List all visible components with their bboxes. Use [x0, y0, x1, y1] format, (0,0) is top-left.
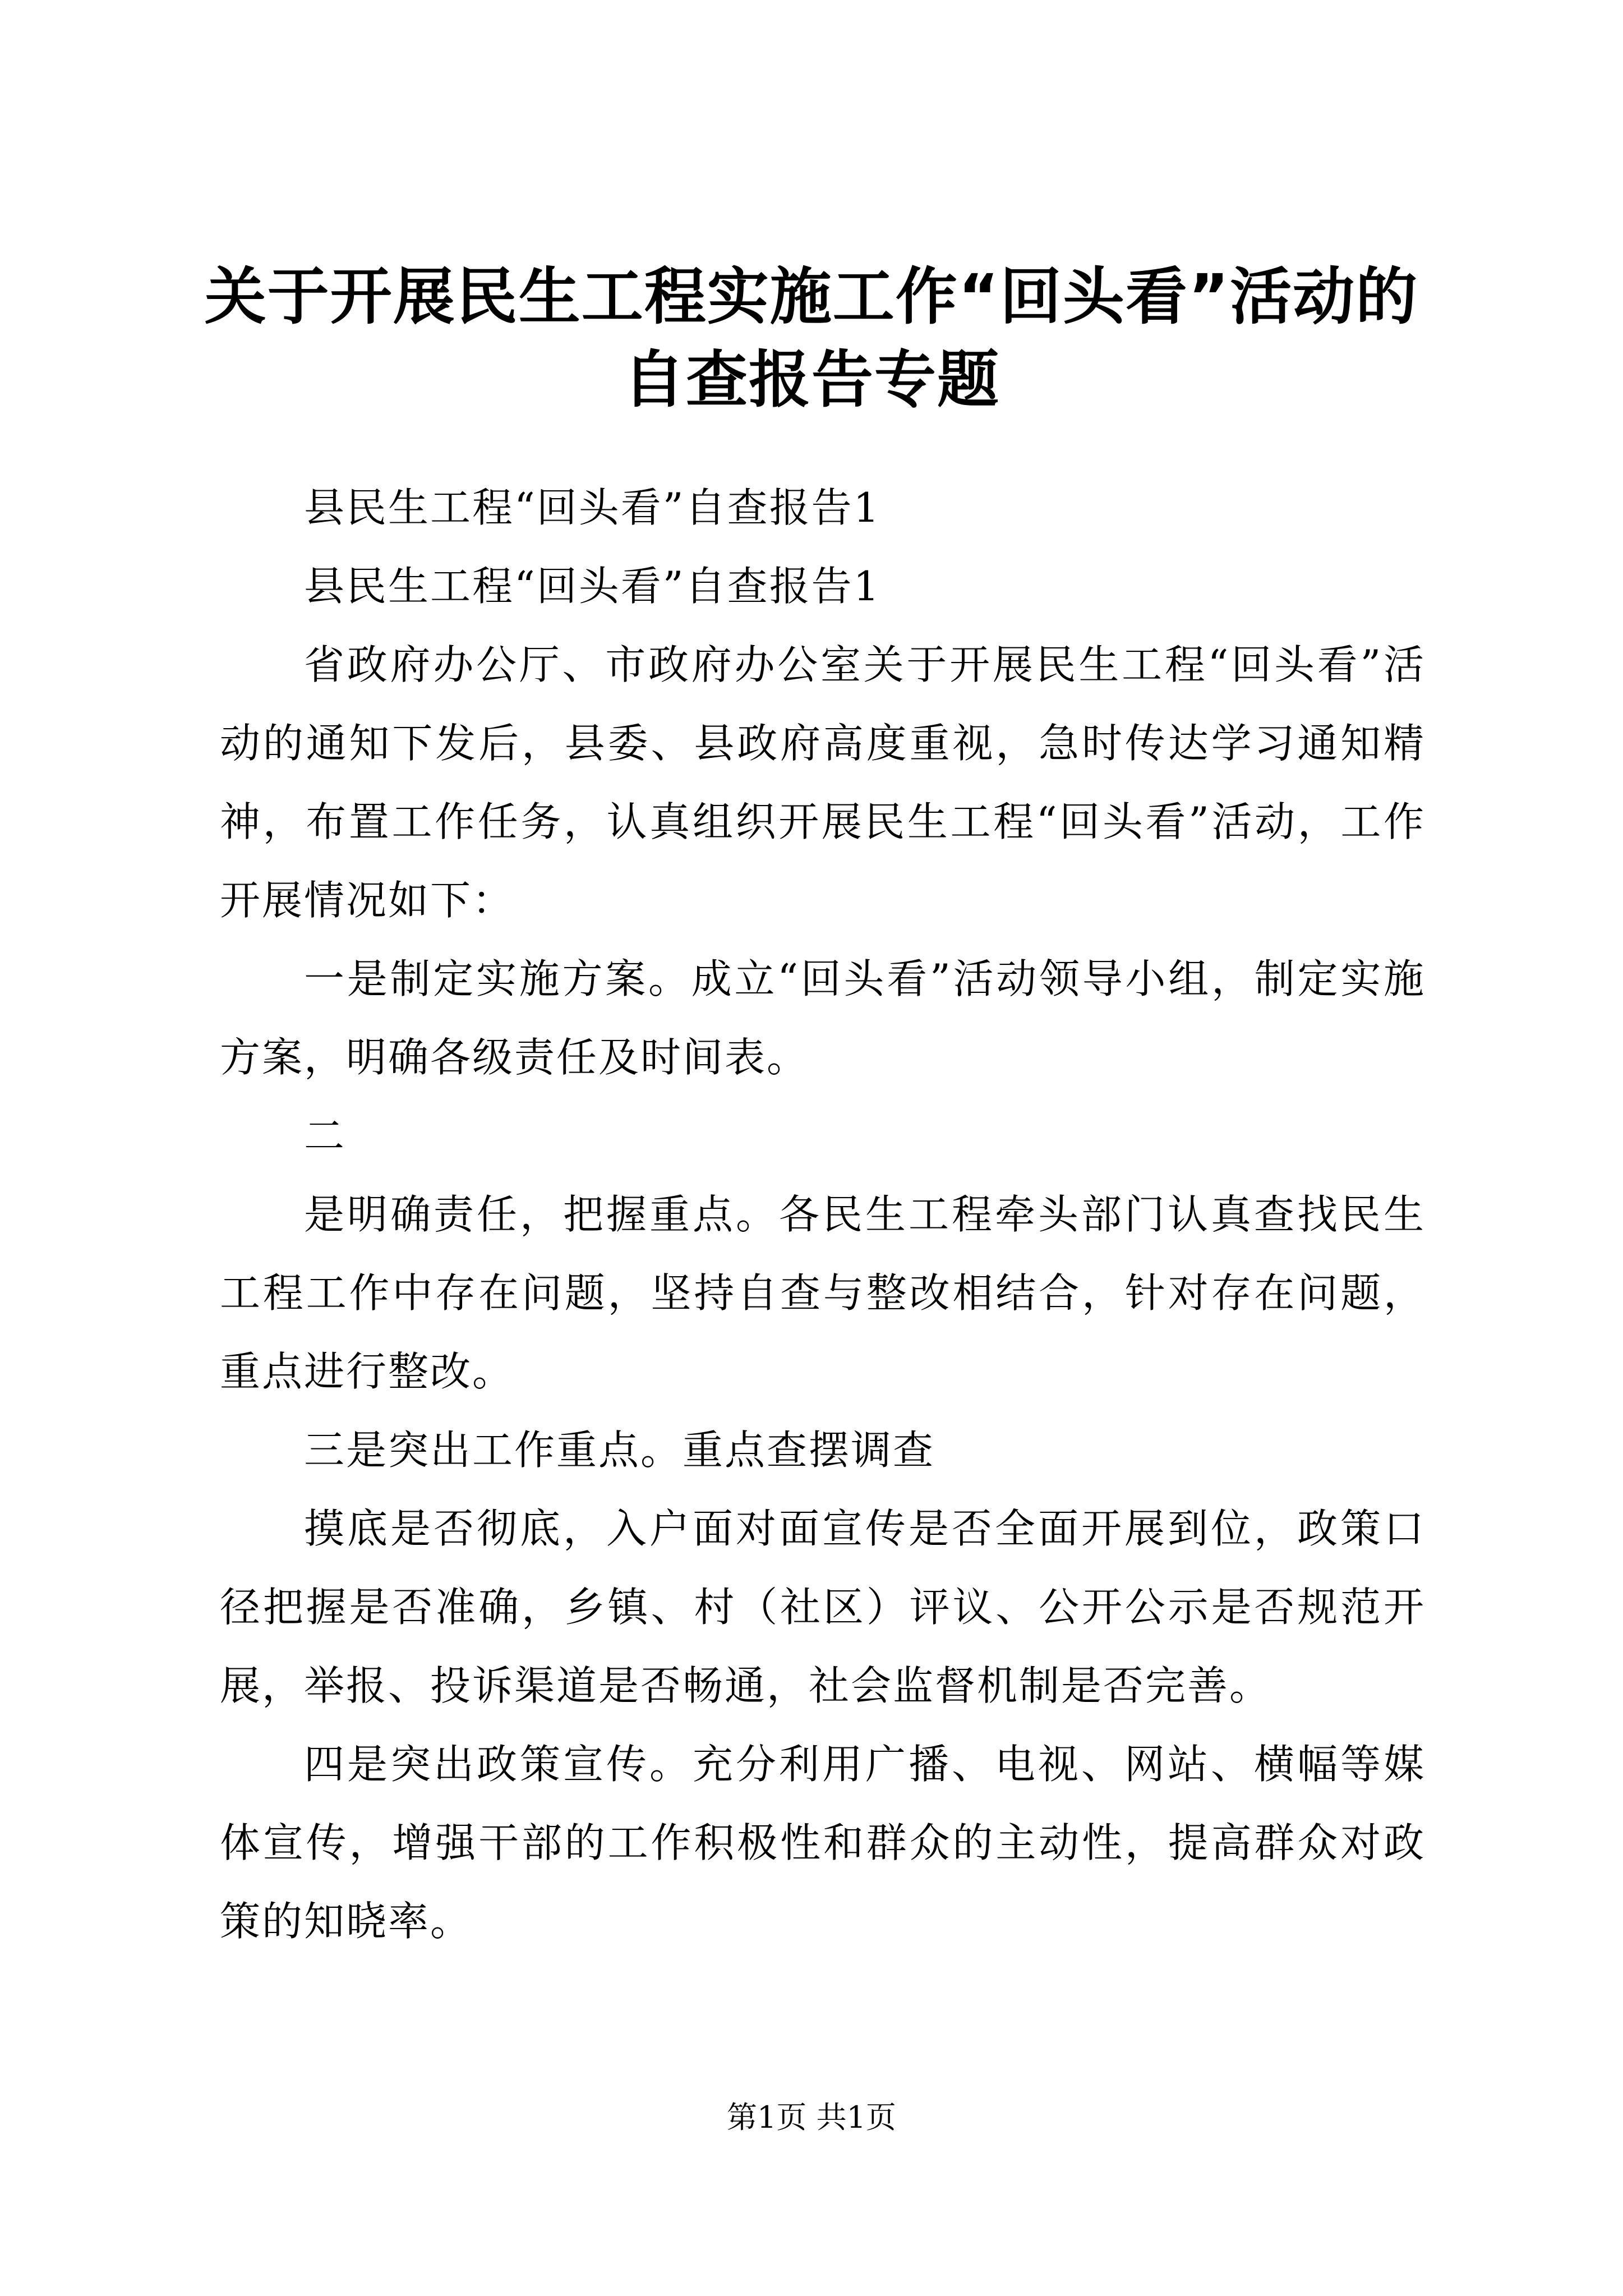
- paragraph: 县民生工程“回头看”自查报告1: [304, 563, 881, 610]
- document-title: [168, 255, 1455, 421]
- paragraph: 是明确责任，把握重点。各民生工程牵头部门认真查找民生工程工作中存在问题，坚持自查与整改相结合，针对存在问题，重点进行整改。: [220, 1191, 1426, 1395]
- paragraph: 一是制定实施方案。成立“回头看”活动领导小组，制定实施方案，明确各级责任及时间表。: [220, 955, 1426, 1081]
- paragraph: 三是突出工作重点。重点查摆调查: [304, 1427, 935, 1474]
- paragraph: 县民生工程“回头看”自查报告1: [304, 484, 881, 531]
- paragraph: 摸底是否彻底，入户面对面宣传是否全面开展到位，政策口径把握是否准确，乡镇、村（社区）评议、公开公示是否规范开展，举报、投诉渠道是否畅通，社会监督机制是否完善。: [220, 1505, 1426, 1709]
- title-line-1: 关于开展民生工程实施工作“回头看”活动的: [204, 261, 1419, 333]
- paragraph: 二: [304, 1112, 347, 1159]
- paragraph: 省政府办公厅、市政府办公室关于开展民生工程“回头看”活动的通知下发后，县委、县政府高度重视，急时传达学习通知精神，布置工作任务，认真组织开展民生工程“回头看”活动，工作开展情况如下：: [220, 641, 1426, 924]
- paragraph: 四是突出政策宣传。充分利用广播、电视、网站、横幅等媒体宣传，增强干部的工作积极性和群众的主动性，提高群众对政策的知晓率。: [220, 1741, 1426, 1945]
- page-footer: 第1页 共1页: [727, 2100, 896, 2135]
- title-line-2: 自查报告专题: [623, 344, 1000, 416]
- document-body: [220, 468, 1426, 1961]
